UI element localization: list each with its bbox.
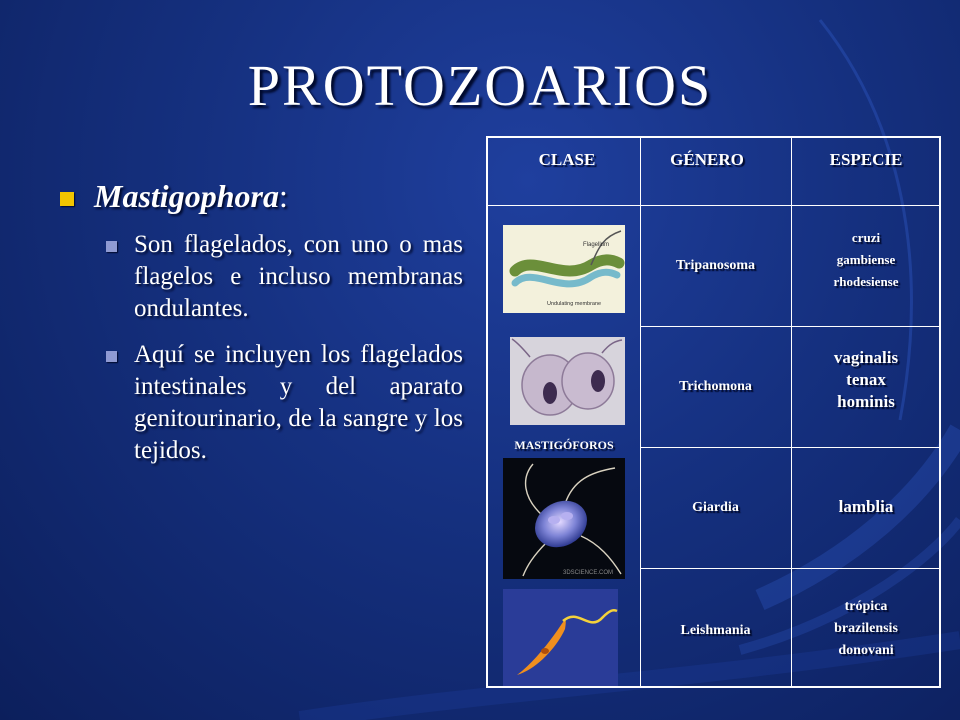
especie-value: trópica <box>844 599 888 614</box>
sub-bullet-item <box>106 339 463 467</box>
genero-value: Leishmania <box>680 623 751 638</box>
heading-colon: : <box>278 178 288 214</box>
undulating-membrane-label: Undulating membrane <box>547 301 602 307</box>
sub-bullet-item <box>106 229 463 325</box>
especie-cell <box>791 347 941 413</box>
header-especie: ESPECIE <box>829 150 903 169</box>
especie-cell <box>791 227 941 293</box>
classification-table <box>486 136 941 688</box>
especie-value: tenax <box>846 370 886 389</box>
especie-value: lamblia <box>838 497 894 516</box>
especie-cell <box>791 496 941 518</box>
table-header-divider <box>488 205 939 206</box>
especie-value: gambiense <box>836 252 896 267</box>
trichomona-micrograph-image <box>510 337 625 425</box>
trypanosoma-icon <box>503 225 625 313</box>
leishmania-image <box>503 589 618 686</box>
giardia-render-image <box>503 458 625 579</box>
especie-value: donovani <box>838 643 894 658</box>
leishmania-icon <box>503 589 618 686</box>
bullet-list <box>60 178 463 467</box>
table-row-divider <box>640 326 939 327</box>
bullet-heading <box>94 178 288 215</box>
genero-value: Trichomona <box>679 379 752 394</box>
table-row-divider <box>640 568 939 569</box>
table-column-divider <box>640 138 641 686</box>
sub-bullet-square-icon <box>106 241 117 252</box>
especie-value: vaginalis <box>833 348 899 367</box>
especie-value: rhodesiense <box>833 274 899 289</box>
header-clase: CLASE <box>538 150 596 169</box>
especie-value: brazilensis <box>834 621 898 636</box>
heading-term: Mastigophora <box>94 178 279 214</box>
bullet-square-icon <box>60 192 74 206</box>
header-genero: GÉNERO <box>670 150 744 169</box>
clase-value: MASTIGÓFOROS <box>514 438 614 452</box>
slide-title: PROTOZOARIOS <box>247 53 713 118</box>
sub-bullet-text: Aquí se incluyen los flagelados intestinales y del aparato genitourinario, de la sangre y los tejidos. <box>134 341 463 464</box>
especie-value: hominis <box>837 392 895 411</box>
trypanosoma-diagram-image <box>503 225 625 313</box>
trichomona-icon <box>510 337 625 425</box>
sub-bullet-square-icon <box>106 351 117 362</box>
bullet-item-mastigophora <box>60 178 463 215</box>
especie-value: cruzi <box>851 230 881 245</box>
genero-value: Giardia <box>692 500 739 515</box>
especie-cell <box>791 596 941 662</box>
giardia-icon <box>503 458 625 579</box>
watermark-label: 3DSCIENCE.COM <box>563 570 614 576</box>
table-row-divider <box>640 447 939 448</box>
flagellum-label: Flagellum <box>583 242 610 248</box>
sub-bullet-text: Son flagelados, con uno o mas flagelos e incluso membranas ondulantes. <box>134 231 463 322</box>
genero-value: Tripanosoma <box>675 258 756 273</box>
